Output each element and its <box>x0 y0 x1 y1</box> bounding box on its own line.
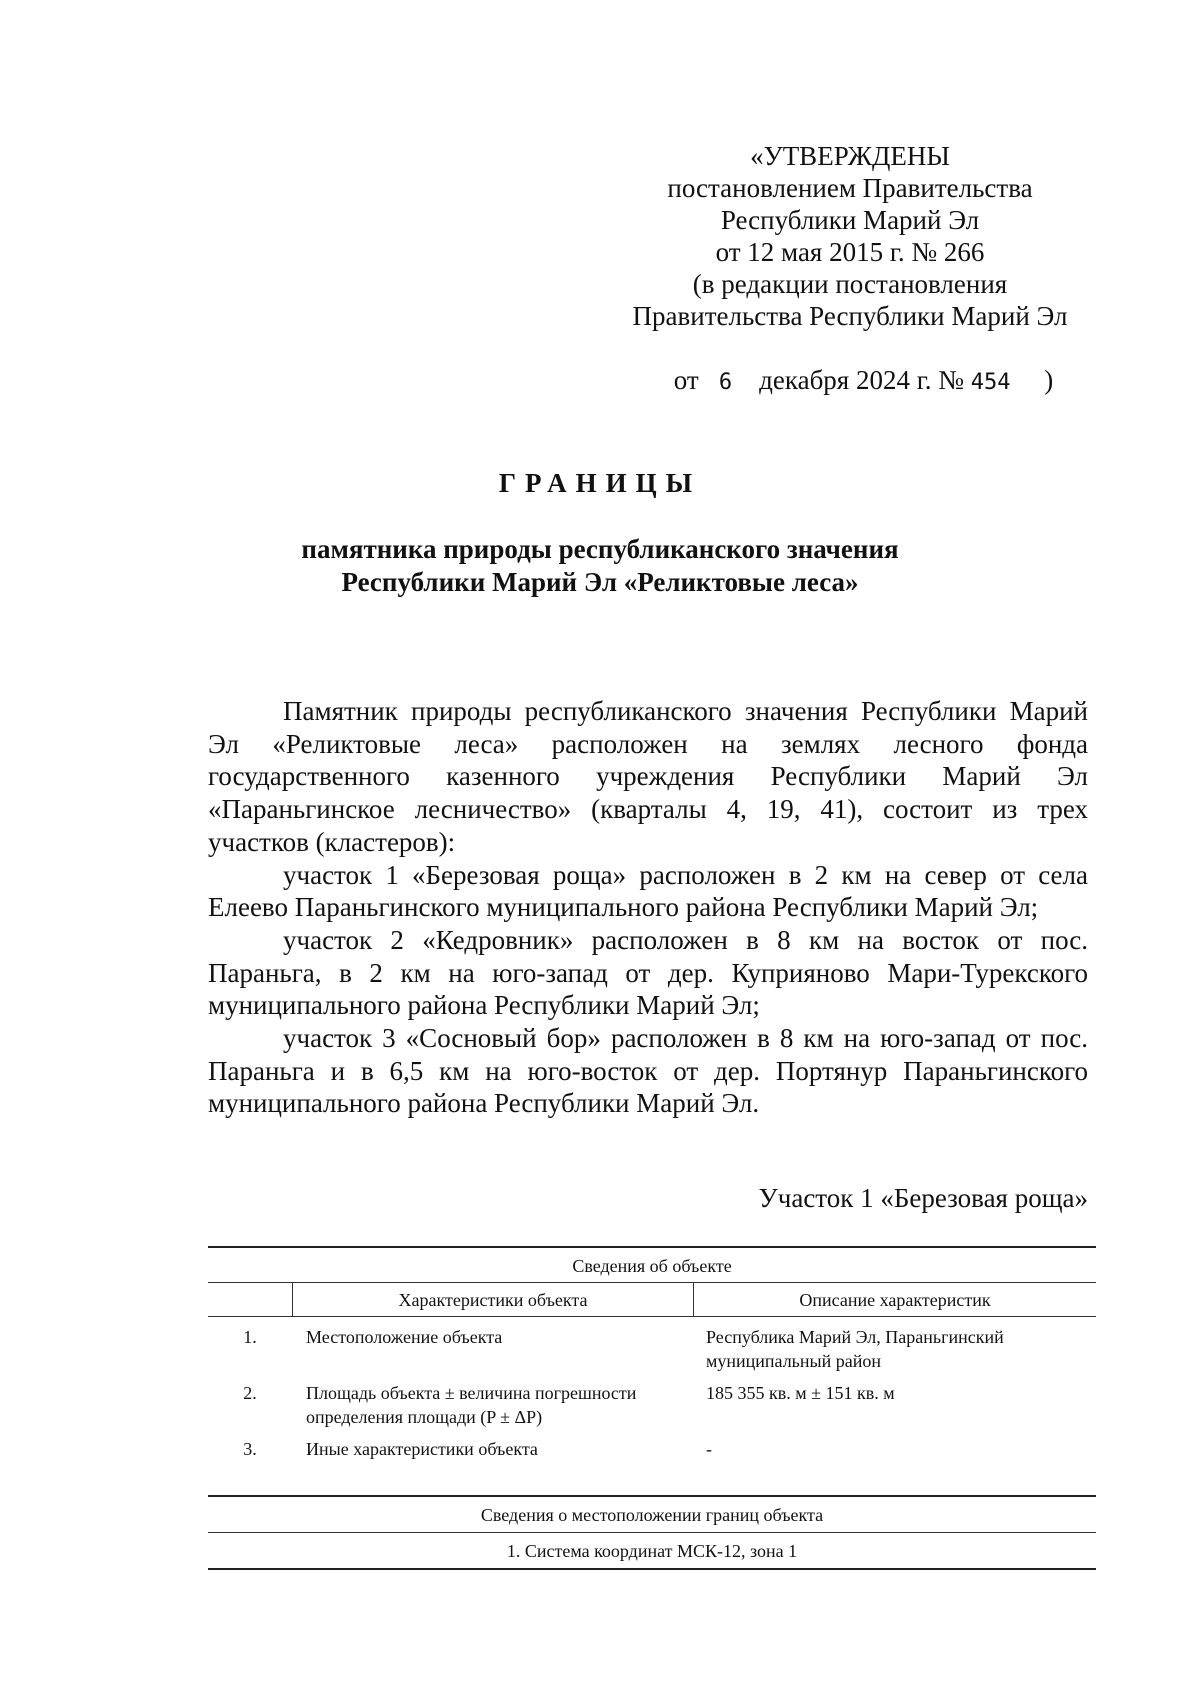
section-caption: Участок 1 «Березовая роща» <box>758 1183 1088 1213</box>
paragraph-intro: Памятник природы республиканского значения Республики Марий Эл «Реликтовые леса» расположен на землях лесного фонда государственного казенного учреждения Республики Марий Эл «Параньгинское лесничество» (кварталы 4, 19, 41), состоит из трех участков (кластеров): <box>208 696 1088 857</box>
row-description: - <box>706 1439 712 1459</box>
row-label: Местоположение объекта <box>306 1327 503 1347</box>
coordinate-system: 1. Система координат МСК-12, зона 1 <box>506 1541 798 1561</box>
subtitle-line-2: Республики Марий Эл «Реликтовые леса» <box>341 567 859 597</box>
document-subtitle <box>0 533 1200 599</box>
table-bottom-rule <box>208 1568 1096 1570</box>
boundaries-header: Сведения о местоположении границ объекта <box>480 1505 824 1525</box>
row-number: 1. <box>243 1327 257 1347</box>
paragraph-plot-2: участок 2 «Кедровник» расположен в 8 км на восток от пос. Параньга, в 2 км на юго-запад от дер. Куприяново Мари-Турекского муниципального района Республики Марий Эл; <box>208 924 1088 1021</box>
approval-line-2: постановлением Правительства <box>667 173 1033 203</box>
approval-close-paren: ) <box>1044 365 1054 395</box>
document-title: ГРАНИЦЫ <box>498 468 702 498</box>
approval-line-3: Республики Марий Эл <box>720 205 980 235</box>
approval-line-1: «УТВЕРЖДЕНЫ <box>750 141 950 171</box>
approval-date-middle: декабря 2024 г. № <box>759 365 965 395</box>
subtitle-line-1: памятника природы республиканского значения <box>301 534 899 564</box>
column-header-description: Описание характеристик <box>799 1290 991 1310</box>
row-description: Республика Марий Эл, Параньгинский муниципальный район <box>706 1327 1004 1371</box>
approval-stamp <box>600 140 1100 431</box>
approval-line-6: Правительства Республики Марий Эл <box>632 301 1068 331</box>
approval-date-day: 6 <box>718 370 733 395</box>
table-row <box>208 1317 1096 1373</box>
table-row <box>208 1373 1096 1429</box>
column-header-number <box>208 1283 293 1316</box>
approval-doc-number: 454 <box>970 370 1011 395</box>
paragraph-plot-1: участок 1 «Березовая роща» расположен в 2 км на север от села Елеево Параньгинского муниципального района Республики Марий Эл; <box>208 859 1088 923</box>
row-label: Площадь объекта ± величина погрешности определения площади (P ± ΔP) <box>306 1383 637 1427</box>
approval-line-7 <box>600 332 1100 431</box>
approval-line-5: (в редакции постановления <box>692 269 1008 299</box>
table-header: Сведения об объекте <box>572 1256 732 1276</box>
row-number: 3. <box>243 1439 257 1459</box>
object-info-table <box>208 1246 1096 1570</box>
body-text <box>208 695 1088 1120</box>
table-row <box>208 1429 1096 1461</box>
row-label: Иные характеристики объекта <box>306 1439 538 1459</box>
approval-date-prefix: от <box>673 365 699 395</box>
row-number: 2. <box>243 1383 257 1403</box>
table-column-headers <box>208 1282 1096 1317</box>
column-header-characteristics: Характеристики объекта <box>293 1283 694 1316</box>
paragraph-plot-3: участок 3 «Сосновый бор» расположен в 8 км на юго-запад от пос. Параньга и в 6,5 км на юго-восток от дер. Портянур Параньгинского муниципального района Республики Марий Эл. <box>208 1023 1088 1119</box>
approval-line-4: от 12 мая 2015 г. № 266 <box>715 237 985 267</box>
row-description: 185 355 кв. м ± 151 кв. м <box>706 1383 895 1403</box>
